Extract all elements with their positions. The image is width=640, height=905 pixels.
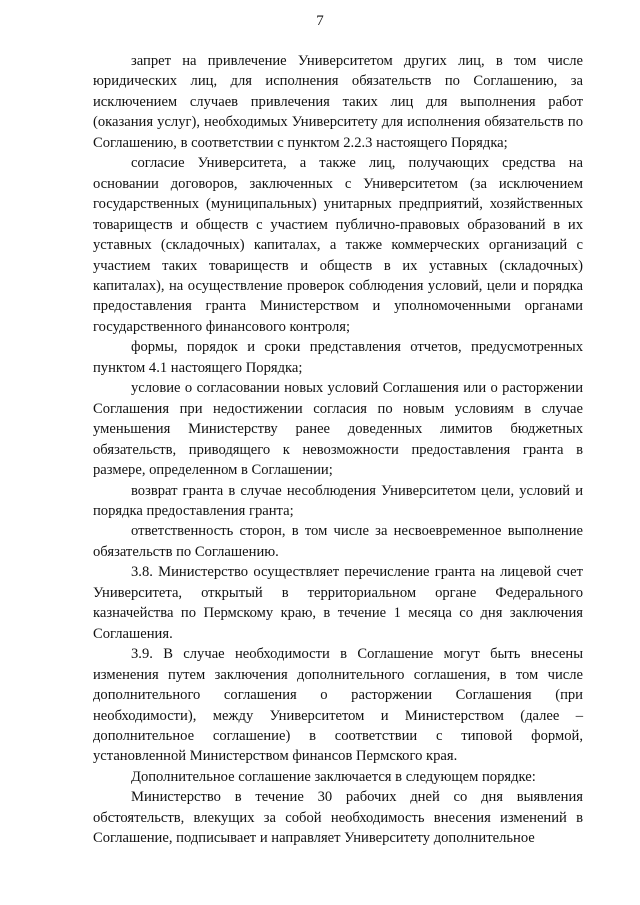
paragraph-attraction-ban: запрет на привлечение Университетом других лиц, в том числе юридических лиц, для исполнения обязательств по Соглашению, за исключением случаев привлечения таких лиц для выполнения работ (оказания услуг), необходимых Университету для исполнения обязательств по Соглашению, в соответствии с пунктом 2.2.3 настоящего Порядка; [93, 53, 583, 151]
paragraph-supplementary-order: Дополнительное соглашение заключается в следующем порядке: [131, 768, 536, 785]
paragraph-clause-3-8: 3.8. Министерство осуществляет перечисление гранта на лицевой счет Университета, открытый в территориальном органе Федерального казначейства по Пермскому краю, в течение 1 месяца со дня заключения Соглашения. [93, 564, 583, 642]
page-number: 7 [316, 13, 324, 29]
paragraph-report-forms: формы, порядок и сроки представления отчетов, предусмотренных пунктом 4.1 настоящего Порядка; [93, 339, 583, 376]
paragraph-grant-return: возврат гранта в случае несоблюдения Университетом цели, условий и порядка предоставления гранта; [93, 482, 583, 519]
paragraph-liability: ответственность сторон, в том числе за несвоевременное выполнение обязательств по Соглашению. [93, 523, 583, 560]
paragraph-consent-to-inspections: согласие Университета, а также лиц, получающих средства на основании договоров, заключенных с Университетом (за исключением государственных (муниципальных) унитарных предприятий, хозяйственных товариществ и обществ с участием публично-правовых образований в их уставных (складочных) капиталах, а также коммерческих организаций с участием таких товариществ и обществ в их уставных (складочных) капиталах), на осуществление проверок соблюдения условий, цели и порядка предоставления гранта Министерством и уполномоченными органами государственного финансового контроля; [93, 155, 583, 335]
paragraph-ministry-30-days: Министерство в течение 30 рабочих дней со дня выявления обстоятельств, влекущих за собой необходимость внесения изменений в Соглашение, подписывает и направляет Университету дополнительное [93, 789, 583, 847]
document-body [93, 51, 583, 849]
paragraph-new-conditions: условие о согласовании новых условий Соглашения или о расторжении Соглашения при недостижении согласия по новым условиям в случае уменьшения Министерству ранее доведенных лимитов бюджетных обязательств, приводящего к невозможности предоставления гранта в размере, определенном в Соглашении; [93, 380, 583, 479]
paragraph-clause-3-9: 3.9. В случае необходимости в Соглашение могут быть внесены изменения путем заключения дополнительного соглашения, в том числе дополнительного соглашения о расторжении Соглашения (при необходимости), между Университетом и Министерством (далее – дополнительное соглашение) в соответствии с типовой формой, установленной Министерством финансов Пермского края. [93, 646, 583, 765]
